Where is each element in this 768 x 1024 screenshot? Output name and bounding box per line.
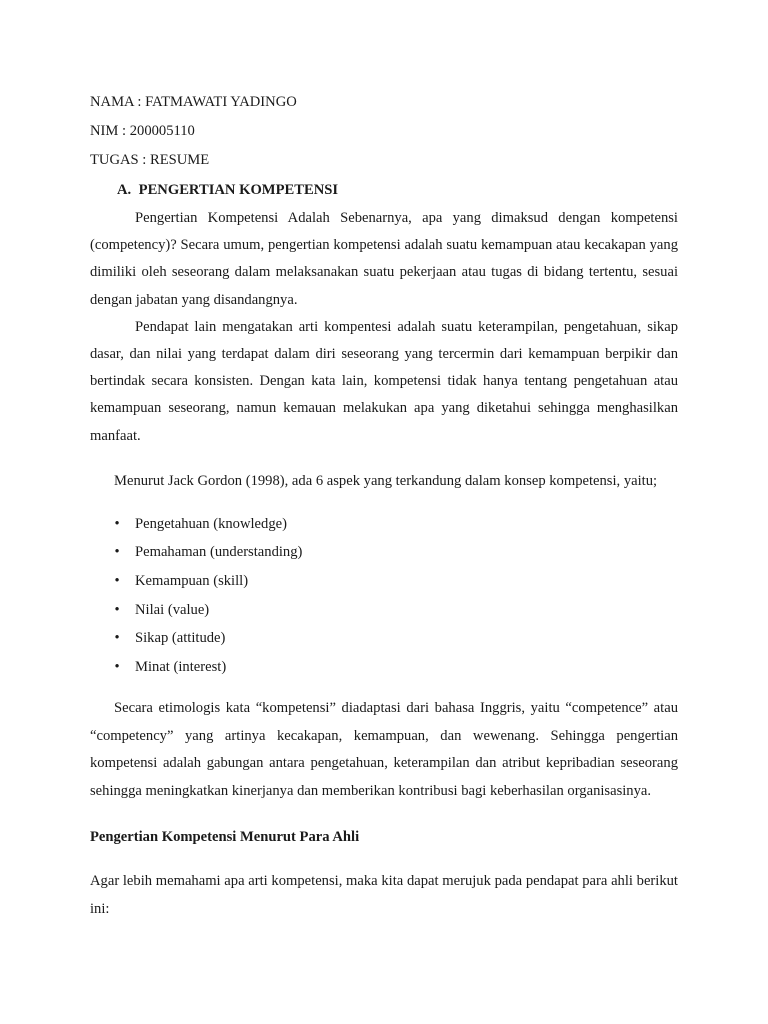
bullet-icon: •: [114, 573, 120, 590]
aspects-intro: Menurut Jack Gordon (1998), ada 6 aspek yang terkandung dalam konsep kompetensi, yaitu;: [114, 472, 658, 489]
aspect-label: Pengetahuan (knowledge): [135, 515, 287, 532]
aspect-label: Kemampuan (skill): [135, 573, 249, 590]
aspect-label: Nilai (value): [135, 601, 210, 618]
student-name: NAMA : FATMAWATI YADINGO: [90, 94, 297, 110]
experts-section-heading: Pengertian Kompetensi Menurut Para Ahli: [90, 829, 360, 846]
bullet-icon: •: [114, 630, 120, 647]
aspect-label: Sikap (attitude): [135, 630, 226, 647]
definition-paragraph: Pengertian Kompetensi Adalah Sebenarnya, apa yang dimaksud dengan kompetensi (competency)? Secara umum, pengertian kompetensi adalah suatu kemampuan atau kecakapan yang dimiliki oleh seseorang dalam melaksanakan suatu pekerjaan atau tugas di bidang tertentu, sesuai dengan jabatan yang disandangnya.: [90, 210, 678, 308]
task-type: TUGAS : RESUME: [90, 152, 210, 168]
section-a-number: A.: [117, 182, 132, 198]
list-item: [90, 567, 678, 596]
list-item: [90, 624, 678, 653]
aspects-list: [90, 510, 678, 682]
list-item: [90, 653, 678, 682]
aspect-label: Pemahaman (understanding): [135, 544, 303, 561]
etymology-paragraph: Secara etimologis kata “kompetensi” diadaptasi dari bahasa Inggris, yaitu “competence” atau “competency” yang artinya kecakapan, kemampuan, dan wewenang. Sehingga pengertian kompetensi adalah gabungan antara pengetahuan, keterampilan dan atribut kepribadian seseorang sehingga meningkatkan kinerjanya dan memberikan kontribusi bagi keberhasilan organisasinya.: [90, 700, 678, 799]
list-item: [90, 510, 678, 539]
bullet-icon: •: [114, 515, 120, 532]
experts-intro-paragraph: Agar lebih memahami apa arti kompetensi, maka kita dapat merujuk pada pendapat para ahli berikut ini:: [90, 873, 678, 918]
other-opinion-paragraph: Pendapat lain mengatakan arti kompentesi adalah suatu keterampilan, pengetahuan, sikap dasar, dan nilai yang terdapat dalam diri seseorang yang tercermin dari kemampuan berpikir dan bertindak secara konsisten. Dengan kata lain, kompetensi tidak hanya tentang pengetahuan atau kemampuan seseorang, namun kemauan melakukan apa yang diketahui sehingga menghasilkan manfaat.: [90, 318, 678, 444]
student-nim: NIM : 200005110: [90, 123, 195, 139]
bullet-icon: •: [114, 544, 120, 561]
bullet-icon: •: [114, 601, 120, 618]
list-item: [90, 538, 678, 567]
bullet-icon: •: [114, 658, 120, 675]
list-item: [90, 596, 678, 625]
section-a-heading: [90, 175, 678, 205]
document-page: [90, 88, 678, 923]
section-a-title: PENGERTIAN KOMPETENSI: [138, 182, 339, 198]
aspect-label: Minat (interest): [135, 658, 227, 675]
